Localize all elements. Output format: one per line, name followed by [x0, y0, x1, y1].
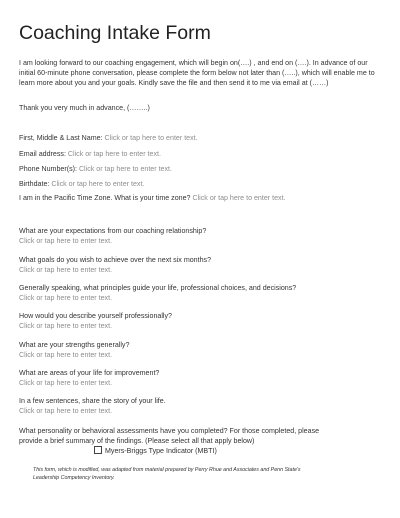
- assessment-question-line2: provide a brief summary of the findings. (Please select all that apply below): [19, 437, 255, 445]
- form-title: Coaching Intake Form: [19, 22, 211, 44]
- answer-principles-input[interactable]: Click or tap here to enter text.: [19, 294, 113, 302]
- answer-goals-input[interactable]: Click or tap here to enter text.: [19, 266, 113, 274]
- phone-label: Phone Number(s):: [19, 165, 79, 173]
- answer-life-story-input[interactable]: Click or tap here to enter text.: [19, 407, 113, 415]
- answer-strengths-input[interactable]: Click or tap here to enter text.: [19, 351, 113, 359]
- email-label: Email address:: [19, 150, 68, 158]
- answer-improvement-input[interactable]: Click or tap here to enter text.: [19, 379, 113, 387]
- birthdate-input[interactable]: Click or tap here to enter text.: [51, 180, 145, 188]
- question-goals: What goals do you wish to achieve over the next six months?: [19, 256, 212, 264]
- answer-professional-description-input[interactable]: Click or tap here to enter text.: [19, 322, 113, 330]
- phone-input[interactable]: Click or tap here to enter text.: [78, 165, 172, 173]
- assessment-question-line1: What personality or behavioral assessments have you completed? For those completed, please: [19, 427, 320, 435]
- name-field-row: [19, 133, 198, 143]
- question-strengths: What are your strengths generally?: [19, 341, 130, 349]
- timezone-input[interactable]: Click or tap here to enter text.: [192, 194, 286, 202]
- question-principles: Generally speaking, what principles guide your life, professional choices, and decisions?: [19, 284, 297, 292]
- footnote-line1: This form, which is modified, was adapted from material prepared by Perry Rhue and Associates and Penn State's: [33, 467, 301, 473]
- footnote-line2: Leadership Competency Inventory.: [33, 475, 115, 481]
- thanks-line: Thank you very much in advance, (……..): [19, 104, 150, 112]
- intro-paragraph: I am looking forward to our coaching engagement, which will begin on(….) , and end on (….). In advance of our initial 60-minute phone conversation, please complete the form below not later than (…..), which will enable me to learn more about you and your goals. Kindly save the file and then send it to me via email at (……): [19, 59, 375, 87]
- email-input[interactable]: Click or tap here to enter text.: [67, 150, 161, 158]
- question-professional-description: How would you describe yourself professionally?: [19, 312, 172, 320]
- mbti-checkbox[interactable]: [94, 446, 102, 454]
- email-field-row: [19, 149, 161, 159]
- name-label: First, Middle & Last Name:: [19, 134, 105, 142]
- timezone-label: I am in the Pacific Time Zone. What is your time zone?: [19, 194, 193, 202]
- timezone-field-row: [19, 193, 286, 203]
- birthdate-field-row: [19, 179, 144, 189]
- name-input[interactable]: Click or tap here to enter text.: [104, 134, 198, 142]
- question-life-story: In a few sentences, share the story of your life.: [19, 397, 166, 405]
- mbti-label: Myers-Briggs Type Indicator (MBTI): [105, 447, 217, 455]
- answer-expectations-input[interactable]: Click or tap here to enter text.: [19, 237, 113, 245]
- mbti-option[interactable]: [94, 446, 217, 456]
- question-improvement: What are areas of your life for improvement?: [19, 369, 160, 377]
- birthdate-label: Birthdate:: [19, 180, 52, 188]
- question-expectations: What are your expectations from our coaching relationship?: [19, 227, 207, 235]
- phone-field-row: [19, 164, 172, 174]
